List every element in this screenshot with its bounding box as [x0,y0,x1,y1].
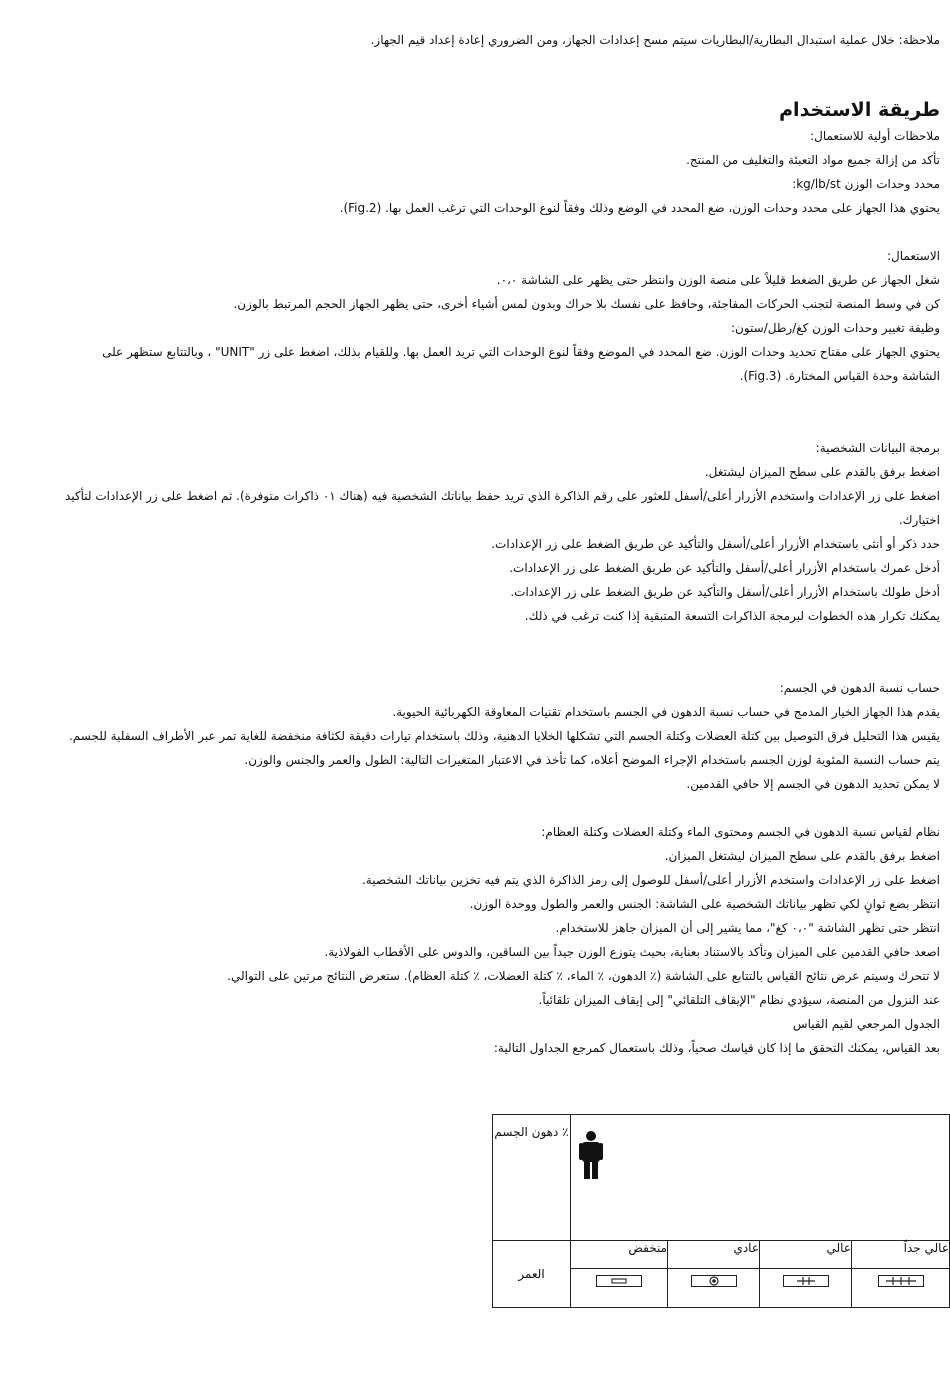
body-fat-reference-table [492,1114,950,1308]
column-normal: عادي [668,1240,760,1268]
very-high-symbol [852,1269,950,1308]
column-high: عالي [760,1240,852,1268]
measurement-line: انتظر حتى تظهر الشاشة "٠،٠ كغ"، مما يشير إلى أن الميزان جاهز للاستخدام. [555,921,940,935]
operation-heading: الاستعمال: [887,249,940,263]
operation-line: كن في وسط المنصة لتجنب الحركات المفاجئة، وحافظ على نفسك بلا حراك وبدون لمس أشياء أخرى، حتى يظهر الجهاز الحجم المرتبط بالوزن. [233,297,940,311]
usage-line: ملاحظات أولية للاستعمال: [810,129,940,143]
usage-line: تأكد من إزالة جميع مواد التعبئة والتغليف من المنتج. [686,153,940,167]
low-indicator-icon [596,1275,642,1287]
measurement-line: اضغط على زر الإعدادات واستخدم الأزرار أعلى/أسفل للوصول إلى رمز الذاكرة الذي يتم فيه تخزين بياناتك الشخصية. [361,873,940,887]
measurement-line: بعد القياس، يمكنك التحقق ما إذا كان قياسك صحياً، وذلك باستعمال كمرجع الجداول التالية: [493,1041,940,1055]
body-fat-header: ٪ دهون الجسم [493,1115,571,1241]
column-low: منخفض [571,1240,668,1268]
programming-line: اختيارك. [898,513,940,527]
body-fat-line: لا يمكن تحديد الدهون في الجسم إلا حافي القدمين. [686,777,940,791]
body-fat-heading: حساب نسبة الدهون في الجسم: [779,681,940,695]
gender-icon-cell [571,1115,950,1241]
measurement-line: اصعد حافي القدمين على الميزان وتأكد بالاستناد بعناية، بحيث يتوزع الوزن جيداً بين الساقين، والدوس على الأقطاب الفولاذية. [324,945,940,959]
operation-line: الشاشة وحدة القياس المختارة. (Fig.3). [739,369,940,383]
operation-line: شغل الجهاز عن طريق الضغط قليلاً على منصة الوزن وانتظر حتى يظهر على الشاشة ٠،٠. [496,273,940,287]
high-symbol [760,1269,852,1308]
very-high-indicator-icon [878,1275,924,1287]
measurement-line: اضغط برفق بالقدم على سطح الميزان ليشتغل الميزان. [664,849,940,863]
high-indicator-icon [783,1275,829,1287]
body-fat-line: يتم حساب النسبة المئوية لوزن الجسم باستخدام الإجراء الموضح أعلاه، كما تأخذ في الاعتبار المتغيرات التالية: الطول والعمر والجنس والوزن. [244,753,940,767]
measurement-heading: نظام لقياس نسبة الدهون في الجسم ومحتوى الماء وكتلة العضلات وكتلة العظام: [541,825,940,839]
programming-line: أدخل طولك باستخدام الأزرار أعلى/أسفل والتأكيد عن طريق الضغط على زر الإعدادات. [510,585,940,599]
age-label: العمر [493,1240,571,1307]
battery-note: ملاحظة: خلال عملية استبدال البطارية/البطاريات سيتم مسح إعدادات الجهاز، ومن الضروري إعادة إعداد قيم الجهاز. [370,33,940,47]
measurement-line: عند النزول من المنصة، سيؤدي نظام "الإيقاف التلقائي" إلى إيقاف الميزان تلقائياً. [538,993,940,1007]
normal-indicator-icon [691,1275,737,1287]
normal-symbol [668,1269,760,1308]
programming-heading: برمجة البيانات الشخصية: [815,441,940,455]
operation-line: يحتوي الجهاز على مفتاح تحديد وحدات الوزن. ضع المحدد في الموضع وفقاً لنوع الوحدات التي تريد العمل بها. وللقيام بذلك، اضغط على زر "UNIT" ، وبالتتابع ستظهر على [102,345,940,359]
usage-line: يحتوي هذا الجهاز على محدد وحدات الوزن، ضع المحدد في الوضع وذلك وفقاً لنوع الوحدات التي ترغب العمل بها. (Fig.2). [339,201,940,215]
operation-heading: وظيفة تغيير وحدات الوزن كغ/رطل/ستون: [730,321,940,335]
body-fat-line: يقيس هذا التحليل فرق التوصيل بين كتلة العضلات وكتلة الجسم التي تشكلها الخلايا الدهنية، وذلك باستخدام تيارات دقيقة لكثافة منخفضة للغاية تمر عبر الأطراف السفلية للجسم. [68,729,940,743]
person-male-icon [579,1131,603,1179]
programming-line: اضغط برفق بالقدم على سطح الميزان ليشتغل. [704,465,940,479]
usage-title: طريقة الاستخدام [779,99,940,121]
body-fat-line: يقدم هذا الجهاز الخيار المدمج في حساب نسبة الدهون في الجسم باستخدام تقنيات المعاوقة الكهربائية الحيوية. [392,705,940,719]
column-very-high: عالي جداً [852,1240,950,1268]
measurement-line: انتظر بضع ثوانٍ لكي تظهر بياناتك الشخصية على الشاشة: الجنس والعمر والطول ووحدة الوزن. [469,897,940,911]
programming-line: أدخل عمرك باستخدام الأزرار أعلى/أسفل والتأكيد عن طريق الضغط على زر الإعدادات. [509,561,940,575]
reference-table-title: الجدول المرجعي لقيم القياس [792,1017,940,1031]
measurement-line: لا تتحرك وسيتم عرض نتائج القياس بالتتابع على الشاشة (٪ الدهون، ٪ الماء، ٪ كتلة العضلات، ٪ كتلة العظام). ستعرض النتائج مرتين على التوالي. [227,969,940,983]
programming-line: حدد ذكر أو أنثى باستخدام الأزرار أعلى/أسفل والتأكيد عن طريق الضغط على زر الإعدادات. [491,537,940,551]
low-symbol [571,1269,668,1308]
usage-line: محدد وحدات الوزن kg/lb/st: [792,177,940,191]
programming-line: يمكنك تكرار هذه الخطوات لبرمجة الذاكرات التسعة المتبقية إذا كنت ترغب في ذلك. [524,609,940,623]
programming-line: اضغط على زر الإعدادات واستخدم الأزرار أعلى/أسفل للعثور على رقم الذاكرة الذي تريد حفظ بياناتك الشخصية فيه (هناك ٠١ ذاكرات متوفرة). ثم اضغط على زر الإعدادات لتأكيد [65,489,940,503]
